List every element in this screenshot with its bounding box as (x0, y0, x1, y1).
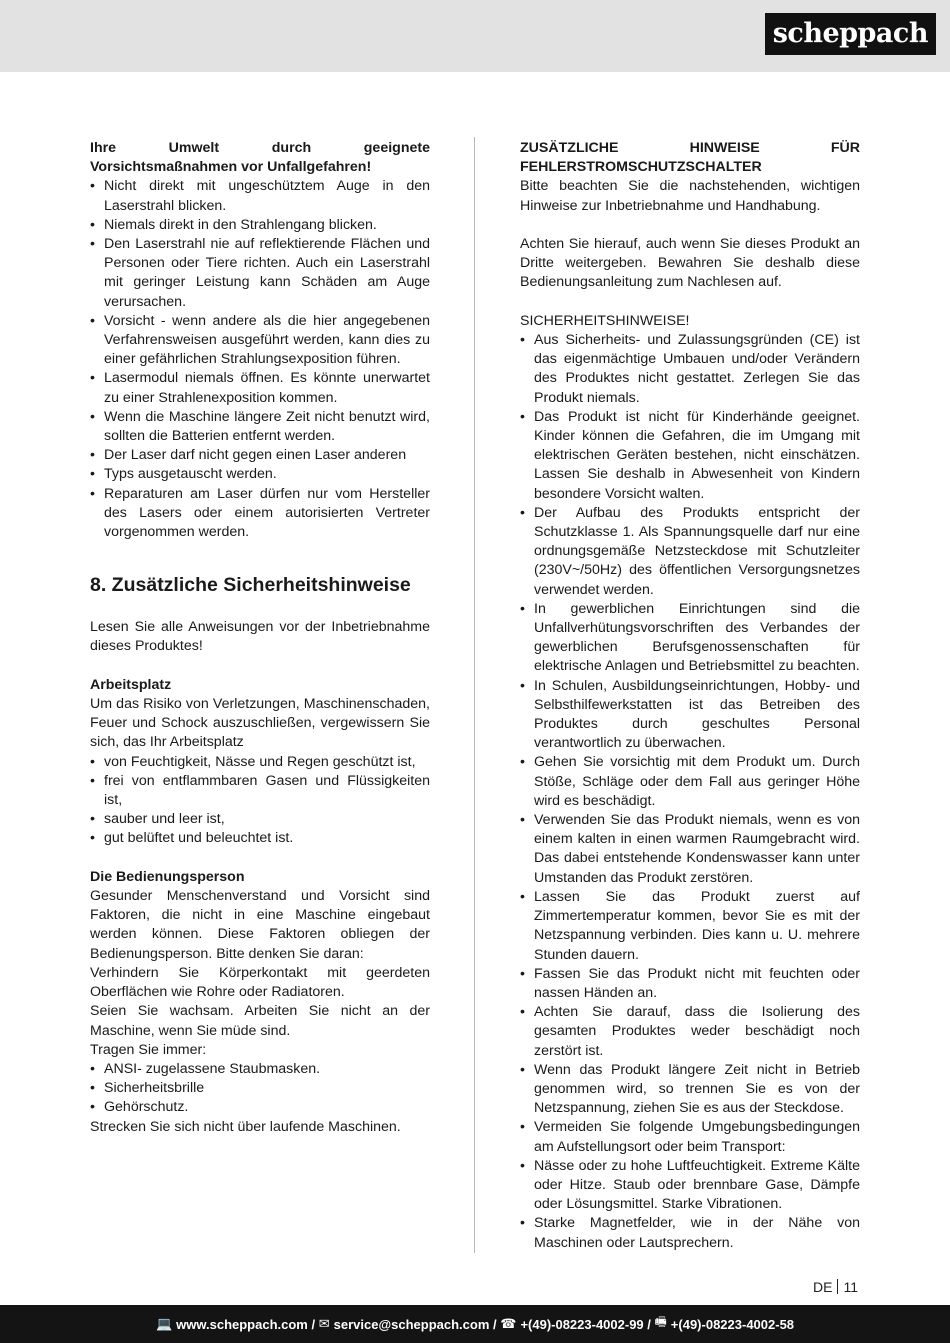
phone-icon: ☎ (500, 1316, 517, 1331)
page-language: DE (813, 1279, 833, 1295)
list-item: • Niemals direkt in den Strahlengang blicken. (90, 216, 430, 235)
operator-paragraph: Gesunder Menschenverstand und Vorsicht sind Faktoren, die nicht in eine Maschine eingebaut werden können. Diese Faktoren obliegen der Bedienungsperson. Bitte denken Sie daran: (90, 888, 430, 962)
footer-phone: +(49)-08223-4002-99 / (520, 1316, 651, 1332)
list-item: • Vermeiden Sie folgende Umgebungsbedingungen am Aufstellungsort oder beim Transport: (520, 1118, 860, 1156)
list-item: • frei von entflammbaren Gasen und Flüssigkeiten ist, (90, 772, 430, 810)
list-item: • von Feuchtigkeit, Nässe und Regen geschützt ist, (90, 753, 430, 772)
page-number (813, 1279, 858, 1295)
rcd-paragraph: Bitte beachten Sie die nachstehenden, wichtigen Hinweise zur Inbetriebnahme und Handhabung. (520, 178, 860, 214)
list-item: • Starke Magnetfelder, wie in der Nähe von Maschinen oder Lautsprechern. (520, 1214, 860, 1252)
right-column (520, 139, 860, 1253)
list-item: • In gewerblichen Einrichtungen sind die Unfallverhütungsvorschriften des Verbandes der gewerblichen Berufsgenossenschaften für elektrische Anlagen und Betriebsmittel zu beachten. (520, 600, 860, 677)
list-item: • Der Laser darf nicht gegen einen Laser anderen (90, 446, 430, 465)
section-heading: 8. Zusätzliche Sicherheitshinweise (90, 574, 411, 597)
list-item: • Lasermodul niemals öffnen. Es könnte unerwartet zu einer Strahlenexposition kommen. (90, 369, 430, 407)
safety-label: SICHERHEITSHINWEISE! (520, 312, 690, 329)
section-intro: Lesen Sie alle Anweisungen vor der Inbetriebnahme dieses Produktes! (90, 619, 430, 655)
list-item: • Das Produkt ist nicht für Kinderhände geeignet. Kinder können die Gefahren, die im Umgang mit elektrischen Geräten bestehen, nicht einschätzen. Lassen Sie deshalb in Abwesenheit von Kindern besondere Vorsicht walten. (520, 408, 860, 504)
footer-bar (0, 1305, 950, 1343)
operator-paragraph: Tragen Sie immer: (90, 1041, 207, 1058)
footer-fax: +(49)-08223-4002-58 (670, 1316, 795, 1332)
list-item: • Verwenden Sie das Produkt niemals, wenn es von einem kalten in einen warmen Raumgebracht wird. Das dabei entstehende Kondenswasser kann unter Umstanden das Produkt zerstören. (520, 811, 860, 888)
list-item: • gut belüftet und beleuchtet ist. (90, 829, 430, 848)
list-item: • Reparaturen am Laser dürfen nur vom Hersteller des Lasers oder einem autorisierten Vertreter vorgenommen werden. (90, 485, 430, 543)
rcd-safety-list (520, 331, 860, 1253)
list-item: • Vorsicht - wenn andere als die hier angegebenen Verfahrensweisen ausgeführt werden, kann dies zu einer gefährlichen Strahlungsexposition führen. (90, 312, 430, 370)
footer-website[interactable]: www.scheppach.com / (176, 1316, 316, 1332)
list-item: • Gehen Sie vorsichtig mit dem Produkt um. Durch Stöße, Schläge oder dem Fall aus geringer Höhe wird es beschädigt. (520, 753, 860, 811)
fax-icon: 🖷 (654, 1314, 667, 1329)
list-item: • ANSI- zugelassene Staubmasken. (90, 1060, 430, 1079)
operator-heading: Die Bedienungsperson (90, 868, 245, 885)
list-item: • Den Laserstrahl nie auf reflektierende Flächen und Personen oder Tiere richten. Auch ein Laserstrahl mit geringer Leistung kann Schäden am Auge verursachen. (90, 235, 430, 312)
workplace-heading: Arbeitsplatz (90, 676, 172, 693)
operator-paragraph: Verhindern Sie Körperkontakt mit geerdeten Oberflächen wie Rohre oder Radiatoren. (90, 964, 430, 1001)
list-item: • Nässe oder zu hohe Luftfeuchtigkeit. Extreme Kälte oder Hitze. Staub oder brennbare Gase, Dämpfe oder Lösungsmittel. Starke Vibrationen. (520, 1157, 860, 1215)
mail-icon: ✉ (318, 1316, 330, 1331)
workplace-list (90, 753, 430, 849)
list-item: • Lassen Sie das Produkt zuerst auf Zimmertemperatur kommen, bevor Sie es mit der Netzspannung verbinden. Dies kann u. U. mehrere Stunden dauern. (520, 888, 860, 965)
laser-intro: Ihre Umwelt durch geeignete Vorsichtsmaßnahmen vor Unfallgefahren! (90, 140, 430, 176)
list-item: • Wenn das Produkt längere Zeit nicht in Betrieb genommen wird, so trennen Sie es von der Netzspannung, ziehen Sie es aus der Steckdose. (520, 1061, 860, 1119)
laser-safety-list (90, 177, 430, 542)
page-number-value: 11 (843, 1279, 858, 1295)
ppe-list (90, 1060, 430, 1118)
list-item: • Typs ausgetauscht werden. (90, 465, 430, 484)
brand-logo (765, 13, 936, 55)
rcd-paragraph: Achten Sie hierauf, auch wenn Sie dieses Produkt an Dritte weitergeben. Bewahren Sie deshalb diese Bedienungsanleitung zum Nachlesen auf. (520, 236, 860, 291)
list-item: • sauber und leer ist, (90, 810, 430, 829)
list-item: • Gehörschutz. (90, 1098, 430, 1117)
header-bar (0, 0, 950, 72)
list-item: • Sicherheitsbrille (90, 1079, 430, 1098)
list-item: • In Schulen, Ausbildungseinrichtungen, Hobby- und Selbsthilfewerkstatten ist das Betreiben des Produktes durch geschultes Personal verantwortlich zu überwachen. (520, 677, 860, 754)
list-item: • Aus Sicherheits- und Zulassungsgründen (CE) ist das eigenmächtige Umbauen und/oder Verändern des Produktes nicht gestattet. Zerlegen Sie das Produkt niemals. (520, 331, 860, 408)
list-item: • Wenn die Maschine längere Zeit nicht benutzt wird, sollten die Batterien entfernt werden. (90, 408, 430, 446)
list-item: • Achten Sie darauf, dass die Isolierung des gesamten Produktes weder beschädigt noch zerstört ist. (520, 1003, 860, 1061)
operator-paragraph: Seien Sie wachsam. Arbeiten Sie nicht an der Maschine, wenn Sie müde sind. (90, 1003, 430, 1039)
brand-logo-text: scheppach (772, 18, 928, 49)
list-item: • Der Aufbau des Produkts entspricht der Schutzklasse 1. Als Spannungsquelle darf nur eine ordnungsgemäße Netzsteckdose mit Schutzleiter (230V~/50Hz) des öffentlichen Versorgungsnetzes verwendet werden. (520, 504, 860, 600)
left-column (90, 139, 430, 1137)
computer-icon: 💻 (155, 1316, 173, 1331)
rcd-heading: ZUSÄTZLICHE HINWEISE FÜR FEHLERSTROMSCHUTZSCHALTER (520, 140, 860, 176)
list-item: • Fassen Sie das Produkt nicht mit feuchten oder nassen Händen an. (520, 965, 860, 1003)
column-divider (474, 137, 475, 1253)
footer-email[interactable]: service@scheppach.com / (333, 1316, 497, 1332)
workplace-text: Um das Risiko von Verletzungen, Maschinenschaden, Feuer und Schock auszuschließen, vergewissern Sie sich, das Ihr Arbeitsplatz (90, 696, 430, 751)
page-number-separator (837, 1279, 838, 1294)
list-item: • Nicht direkt mit ungeschütztem Auge in den Laserstrahl blicken. (90, 177, 430, 215)
operator-paragraph: Strecken Sie sich nicht über laufende Maschinen. (90, 1118, 401, 1135)
